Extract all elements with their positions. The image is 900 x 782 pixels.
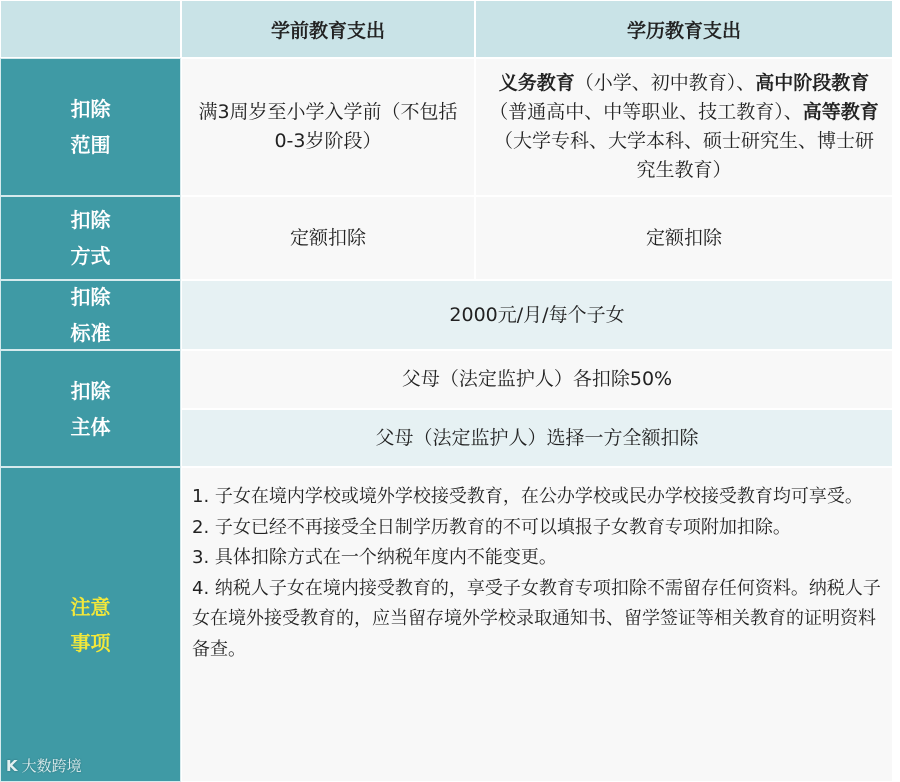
scope-academic-text xyxy=(486,69,882,185)
higher-education-detail: （大学专科、大学本科、硕士研究生、博士研究生教育） xyxy=(493,130,874,181)
high-school-education: 高中阶段教育 xyxy=(755,72,870,94)
notes-list xyxy=(192,482,882,665)
header-academic: 学历教育支出 xyxy=(475,0,893,58)
label-subject-text: 扣除主体 xyxy=(70,378,111,439)
label-scope-text: 扣除范围 xyxy=(70,97,111,157)
label-notes-text: 注意事项 xyxy=(70,594,111,655)
label-method-text: 扣除方式 xyxy=(70,208,111,268)
label-standard-text: 扣除标准 xyxy=(70,285,111,345)
scope-preschool-text: 满3周岁至小学入学前（不包括0-3岁阶段） xyxy=(198,101,458,152)
label-subject xyxy=(0,350,181,467)
label-standard xyxy=(0,280,181,350)
note-item: 3. 具体扣除方式在一个纳税年度内不能变更。 xyxy=(192,547,557,568)
high-school-detail: （普通高中、中等职业、技工教育）、 xyxy=(489,101,803,123)
method-academic: 定额扣除 xyxy=(475,196,893,280)
compulsory-detail: （小学、初中教育）、 xyxy=(574,72,756,94)
notes-content xyxy=(181,467,893,782)
watermark-logo-icon: K xyxy=(6,756,17,775)
header-preschool: 学前教育支出 xyxy=(181,0,475,58)
label-method xyxy=(0,196,181,280)
note-item: 1. 子女在境内学校或境外学校接受教育，在公办学校或民办学校接受教育均可享受。 xyxy=(192,486,863,507)
label-notes xyxy=(0,467,181,782)
subject-option-1: 父母（法定监护人）各扣除50% xyxy=(181,350,893,409)
scope-preschool xyxy=(181,58,475,196)
standard-value: 2000元/月/每个子女 xyxy=(181,280,893,350)
scope-academic xyxy=(475,58,893,196)
label-scope xyxy=(0,58,181,196)
note-item: 4. 纳税人子女在境内接受教育的，享受子女教育专项扣除不需留存任何资料。纳税人子女在境外接受教育的，应当留存境外学校录取通知书、留学签证等相关教育的证明资料备查。 xyxy=(192,577,881,660)
compulsory-education: 义务教育 xyxy=(498,72,575,94)
subject-option-2: 父母（法定监护人）选择一方全额扣除 xyxy=(181,409,893,467)
higher-education: 高等教育 xyxy=(802,101,879,123)
method-preschool: 定额扣除 xyxy=(181,196,475,280)
watermark-text: 大数跨境 xyxy=(21,757,82,775)
header-corner xyxy=(0,0,181,58)
watermark xyxy=(6,755,82,776)
note-item: 2. 子女已经不再接受全日制学历教育的不可以填报子女教育专项附加扣除。 xyxy=(192,516,791,538)
